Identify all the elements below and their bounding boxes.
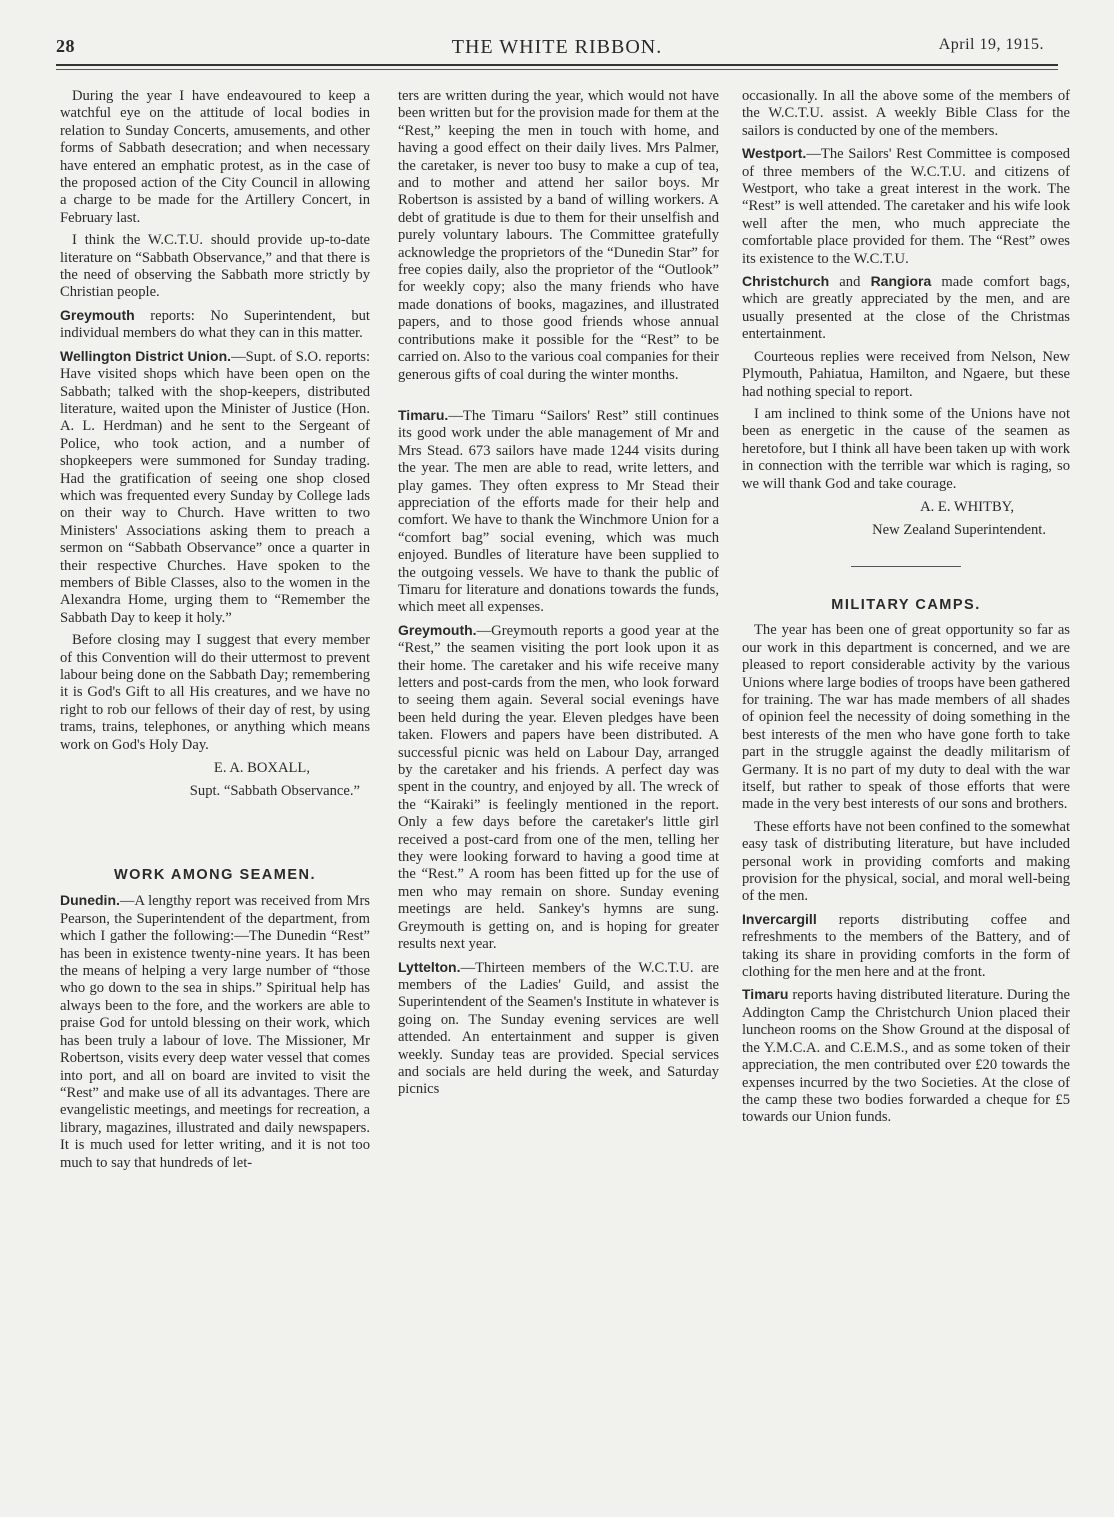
column-left <box>60 88 370 1177</box>
signature-name-boxall: E. A. BOXALL, <box>213 760 310 777</box>
section-title-seamen: WORK AMONG SEAMEN. <box>113 867 317 884</box>
paragraph-courteous-replies: Courteous replies were received from Nelson, New Plymouth, Pahiatua, Hamilton, and Ngaere, but these had nothing special to report. <box>742 348 1070 400</box>
text-wellington: —Supt. of S.O. reports: Have visited shops which have been open on the Sabbath; talked with the shop-keepers, distributed literature, waited upon the Minister of Justice (Hon. A. L. Herdman) and he sent to the Sergeant of Police, who took action, and a number of shopkeepers were summoned for Sunday trading. Had the gratification of seeing one shop closed which was frequented every Sunday by College lads on their way to Church. Have written to two Ministers' Associations asking them to preach a sermon on “Sabbath Observance” once a quarter in their respective Churches. Have spoken to the members of Bible Classes, also to the women in the Alexandra Home, urging them to “Remember the Sabbath Day to keep it holy.” <box>60 348 371 626</box>
masthead-title: THE WHITE RIBBON. <box>451 36 663 58</box>
text-lyttelton: —Thirteen members of the W.C.T.U. are members of the Ladies' Guild, and assist the Superintendent of the Seamen's Institute in whatever is going on. The Sunday evening services are well attended. An entertainment and supper is given weekly. Sunday teas are provided. Special services and socials are held during the week, and Saturday picnics <box>398 959 719 1098</box>
text-invercargill: reports distributing coffee and refreshments to the members of the Battery, and of taking its share in providing comforts in the form of clothing for the men here and at the front. <box>742 911 1070 981</box>
lead-greymouth-rest: Greymouth. <box>398 621 477 638</box>
lead-christchurch: Christchurch <box>742 273 830 290</box>
paragraph-lyttelton <box>398 959 719 1099</box>
paragraph-timaru-rest <box>398 407 719 617</box>
lead-lyttelton: Lyttelton. <box>398 958 461 975</box>
paragraph-before-closing: Before closing may I suggest that every member of this Convention will do their uttermost to prevent labour being done on the Sabbath Day; remembering it is God's Gift to all His creatures, and we have no right to rob our fellows of their day of rest, by using trams, trains, telephones, or anything which means work on God's Holy Day. <box>60 632 370 753</box>
paragraph-efforts: These efforts have not been confined to the somewhat easy task of distributing literature, but have included personal work in providing comforts and making provision for the physical, social, and moral well-being of the men. <box>742 818 1070 905</box>
lead-dunedin: Dunedin. <box>60 892 120 909</box>
text-christchurch: made comfort bags, which are greatly appreciated by the men, and are usually presented at the close of the Christmas entertainment. <box>742 274 1070 343</box>
column-middle <box>398 88 719 1104</box>
lead-greymouth: Greymouth <box>60 306 135 323</box>
paragraph-dunedin-continued: ters are written during the year, which would not have been written but for the provision made for them at the “Rest,” keeping the men in touch with home, and having a good effect on their daily lives. Mrs Palmer, the caretaker, is never too busy to make a cup of tea, and to mother and attend her sailor boys. Mr Robertson is assisted by a band of willing workers. A debt of gratitude is due to them for their unselfish and purely voluntary labours. The Committee gratefully acknowledge the proprietors of the “Dunedin Star” for free copies daily, also the proprietor of the “Outlook” for weekly copy; also the many friends who have made donations of books, magazines, and illustrated papers, and to those good friends whose annual contributions make it possible for the “Rest” to be carried on. Also to the various coal companies for their generous gifts of coal during the winter months. <box>398 88 719 383</box>
text-greymouth: reports: No Superintendent, but individual members do what they can in this matter. <box>60 307 370 342</box>
paragraph-greymouth-sabbath <box>60 307 370 343</box>
paragraph-lyttelton-continued: occasionally. In all the above some of the members of the W.C.T.U. assist. A weekly Bible Class for the sailors is conducted by one of the members. <box>742 88 1070 139</box>
lead-timaru: Timaru. <box>398 406 449 423</box>
page-number: 28 <box>56 36 75 56</box>
paragraph-dunedin <box>60 892 370 1172</box>
paragraph-greymouth-rest <box>398 622 719 954</box>
header-rule <box>56 64 1058 66</box>
text-timaru: —The Timaru “Sailors' Rest” still continues its good work under the able management of Mr and Mrs Stead. 673 sailors have made 1244 visits during the year. The men are able to read, write letters, and play games. They often express to Mr Stead their appreciation of the efforts made for their help and comfort. We have to thank the Winchmore Union for a “comfort bag” social evening, which was much enjoyed. Bundles of literature have been supplied to the outgoing vessels. We have to thank the public of Timaru for literature and donations towards the funds, which meet all expenses. <box>398 407 719 616</box>
paragraph-westport <box>742 145 1070 268</box>
section-title-military: MILITARY CAMPS. <box>831 596 981 613</box>
paragraph-christchurch-rangiora <box>742 273 1070 344</box>
paragraph-wellington <box>60 348 370 628</box>
column-right <box>742 88 1070 1132</box>
signature-title-boxall: Supt. “Sabbath Observance.” <box>189 783 360 800</box>
text-dunedin: —A lengthy report was received from Mrs Pearson, the Superintendent of the department, from which I gather the following:—The Dunedin “Rest” has been in existence twenty-nine years. It has been the means of helping a very large number of “those who go down to the sea in ships.” Spiritual help has always been to the fore, and the workers are able to praise God for untold blessing on their work, which has been truly a labour of love. The Missioner, Mr Robertson, visits every deep water vessel that comes into port, and all on board are invited to visit the “Rest” and make use of all its advantages. There are evangelistic meetings, and meetings for recreation, a library, magazines, illustrated and daily newspapers. It is much used for letter writing, and it is not too much to say that hundreds of let- <box>60 893 370 1171</box>
paragraph-literature: I think the W.C.T.U. should provide up-to-date literature on “Sabbath Observance,” and that there is the need of observing the Sabbath more strictly by Christian people. <box>60 232 370 301</box>
lead-invercargill: Invercargill <box>742 910 817 927</box>
paragraph-invercargill <box>742 911 1070 982</box>
paragraph-sunday-concerts: During the year I have endeavoured to keep a watchful eye on the attitude of local bodies in relation to Sunday Concerts, amusements, and other forms of Sabbath desecration; and when necessary have entered an emphatic protest, as in the case of the proposed action of the City Council in allowing a charge to be made for the Artillery Concert, in February last. <box>60 88 370 226</box>
lead-timaru-camp: Timaru <box>742 986 789 1003</box>
issue-date: April 19, 1915. <box>938 36 1044 53</box>
text-timaru-camp: reports having distributed literature. During the Addington Camp the Christchurch Union placed their luncheon rooms on the Show Ground at the disposal of the Y.M.C.A. and C.E.M.S., and as some token of their appreciation, the men contributed over £20 towards the expenses incurred by the two Societies. At the close of the camp these two bodies forwarded a cheque for £5 towards our Union funds. <box>742 987 1070 1126</box>
text-and: and <box>829 274 871 291</box>
lead-westport: Westport. <box>742 145 807 162</box>
lead-rangiora: Rangiora <box>870 273 932 290</box>
header-rule-thin <box>56 69 1058 70</box>
paragraph-timaru-camp <box>742 986 1070 1126</box>
paragraph-inclined: I am inclined to think some of the Unions have not been as energetic in the cause of the seamen as heretofore, but I think all have been taken up with work in connection with the terrible war which is raging, so we will thank God and take courage. <box>742 405 1070 492</box>
lead-wellington: Wellington District Union. <box>60 347 232 364</box>
paragraph-year-opportunity: The year has been one of great opportunity so far as our work in this department is concerned, and we are pleased to report considerable activity by the various Unions where large bodies of troops have been gathered for training. The war has made members of all shades of opinion feel the necessity of doing something in the best interests of the men who have gone forth to take part in the struggle against the deadly militarism of Germany. It is no part of my duty to deal with the war itself, but rather to speak of those efforts that were made in the very best interests of our sons and brothers. <box>742 622 1070 813</box>
text-westport: —The Sailors' Rest Committee is composed of three members of the W.C.T.U. and citizens of Westport, who take a great interest in the work. The “Rest” is well attended. The caretaker and his wife look well after the men, who much appreciate the comfortable place provided for them. The “Rest” owes its existence to the W.C.T.U. <box>742 146 1070 267</box>
signature-title-whitby: New Zealand Superintendent. <box>872 521 1046 538</box>
text-greymouth-rest: —Greymouth reports a good year at the “Rest,” the seamen visiting the port look upon it as their home. The caretaker and his wife receive many letters and post-cards from the men, who look forward to seeing them again. Several social evenings have been held during the year. Eleven pledges have been taken. Flowers and papers have been distributed. A successful picnic was held on Labour Day, arranged by the caretaker and his friends. A perfect day was spent in the country, and enjoyed by all. The wreck of the “Kairaki” is feelingly mentioned in the report. Only a few days before the caretaker's little girl received a post-card from one of the men, telling her they were looking forward to having a good time at the “Rest.” A room has been fitted up for the use of men who may remain on shore. Sunday evening meetings are held. Sankey's hymns are sung. Greymouth is getting on, and is hoping for greater results next year. <box>398 622 719 953</box>
signature-name-whitby: A. E. WHITBY, <box>920 498 1014 515</box>
